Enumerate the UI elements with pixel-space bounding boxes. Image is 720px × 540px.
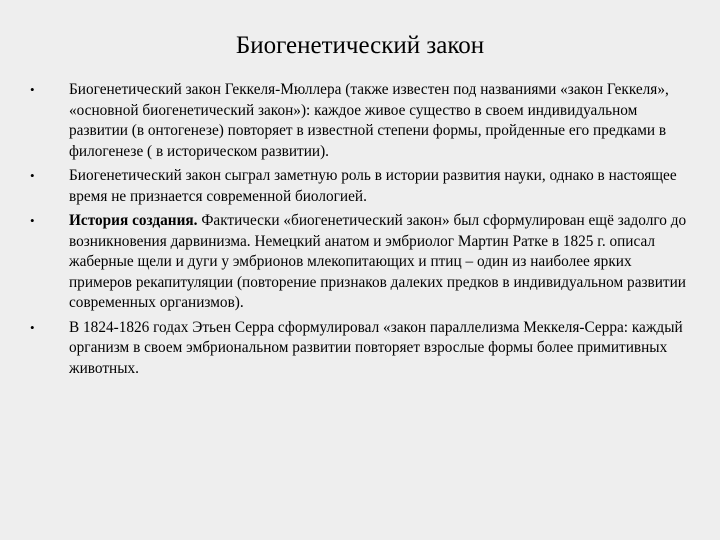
bullet-text-body: Биогенетический закон сыграл заметную роль в истории развития науки, однако в настоящее время не признается современной биологией. [69,167,677,205]
bullet-item-2 [30,166,690,207]
bullet-bold-heading: История создания. [69,212,198,229]
bullet-text [69,81,669,160]
bullet-marker: • [30,213,35,228]
bullet-item-1 [30,80,690,162]
bullet-text-body: В 1824-1826 годах Этьен Серра сформулировал «закон параллелизма Меккеля-Серра: каждый организм в своем эмбриональном развитии повторяет взрослые формы более примитивных животных. [69,318,683,377]
slide-title: Биогенетический закон [235,32,485,59]
bullet-text-body: Фактически «биогенетический закон» был сформулирован ещё задолго до возникновения дарвинизма. Немецкий анатом и эмбриолог Мартин Ратке в 1825 г. описал жаберные щели и дуги у эмбрионов млекопитающих и птиц – один из наиболее ярких примеров рекапитуляции (повторение признаков далеких предков в индивидуальном развитии современных организмов). [69,212,687,311]
bullet-text-body: Биогенетический закон Геккеля-Мюллера (также известен под названиями «закон Геккеля», «основной биогенетический закон»): каждое живое существо в своем индивидуальном развитии (в онтогенезе) повторяет в известной степени формы, пройденные его предками в филогенезе ( в историческом развитии). [69,81,669,160]
bullet-text [69,167,677,205]
bullet-marker: • [30,168,35,183]
bullet-marker: • [30,82,35,97]
bullet-item-4 [30,318,690,380]
bullet-text [69,319,683,377]
bullet-marker: • [30,319,35,335]
bullet-item-3 [30,211,690,314]
bullet-text [69,212,686,311]
bullet-list [30,80,690,383]
